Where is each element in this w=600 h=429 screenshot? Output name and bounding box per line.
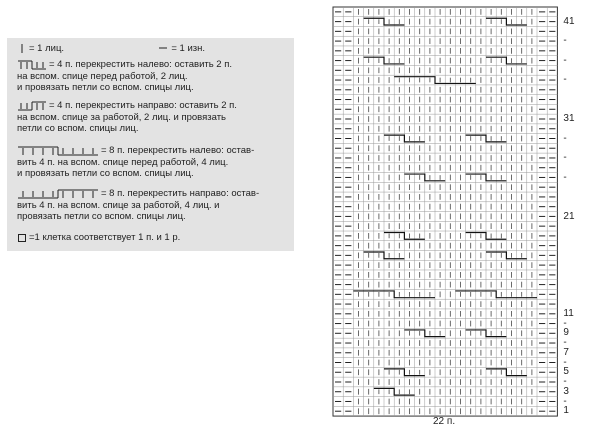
row-label-25: - [563, 171, 567, 183]
row-label-7: 7 [563, 346, 569, 358]
row-label-2: - [563, 395, 567, 407]
row-label-10: - [563, 317, 567, 329]
cable4-left-icon [17, 58, 47, 70]
legend-cable4-right-line2: на вспом. спице за работой, 2 лиц. и провязать [17, 111, 226, 123]
knit-stitch-icon [17, 42, 27, 54]
chart-grid [330, 0, 600, 429]
legend-cable8-right [17, 187, 289, 223]
legend-cell-text: =1 клетка соответствует 1 п. и 1 р. [29, 232, 181, 243]
legend-cable4-right [17, 99, 289, 135]
row-label-11: 11 [563, 307, 574, 319]
row-label-3: 3 [563, 385, 569, 397]
row-label-4: - [563, 376, 567, 388]
row-label-6: - [563, 356, 567, 368]
legend-cable8-left [17, 144, 289, 180]
legend-cable4-left-line2: на вспом. спице перед работой, 2 лиц. [17, 70, 188, 82]
legend-cell [17, 231, 289, 244]
row-label-31: 31 [563, 113, 575, 125]
legend-cable4-left [17, 58, 289, 94]
row-label-8: - [563, 337, 567, 349]
row-label-41: 41 [563, 15, 575, 27]
row-label-21: 21 [563, 210, 575, 222]
row-label-5: 5 [563, 366, 569, 378]
row-label-29: - [563, 132, 567, 144]
legend-cable8-right-line1: = 8 п. перекрестить направо: остав- [101, 188, 260, 199]
cable8-left-icon [17, 144, 99, 156]
row-label-27: - [563, 152, 567, 164]
stitch-count-label: 22 п. [433, 416, 456, 427]
legend-cable8-right-line3: провязать петли со вспом. спицы лиц. [17, 211, 186, 223]
row-label-35: - [563, 74, 567, 86]
row-label-39: - [563, 35, 567, 47]
legend-knit-text: = 1 лиц. [29, 43, 65, 54]
cable8-right-icon [17, 187, 99, 199]
grid-cell-icon [17, 231, 27, 243]
legend-cable8-right-line2: вить 4 п. на вспом. спице за работой, 4 лиц. и [17, 199, 220, 211]
knitting-chart [330, 0, 600, 429]
purl-stitch-icon [157, 42, 169, 54]
legend-cable8-left-line3: и провязать петли со вспом. спицы лиц. [17, 168, 194, 180]
legend-cable8-left-line1: = 8 п. перекрестить налево: остав- [101, 145, 255, 156]
legend-cable8-left-line2: вить 4 п. на вспом. спице перед работой, 4 лиц. [17, 156, 229, 168]
cable4-right-icon [17, 99, 47, 111]
legend-cable4-left-line1: = 4 п. перекрестить налево: оставить 2 п. [49, 59, 233, 70]
legend-cable4-right-line1: = 4 п. перекрестить направо: оставить 2 п. [49, 100, 237, 111]
legend-knit-purl [17, 42, 289, 55]
row-label-9: 9 [563, 327, 569, 339]
row-label-37: - [563, 54, 567, 66]
row-label-1: 1 [563, 405, 569, 417]
legend-cable4-left-line3: и провязать петли со вспом. спицы лиц. [17, 82, 194, 94]
chart-legend [7, 38, 294, 251]
legend-cable4-right-line3: петли со вспом. спицы лиц. [17, 123, 139, 135]
legend-purl-text: = 1 изн. [171, 43, 205, 54]
